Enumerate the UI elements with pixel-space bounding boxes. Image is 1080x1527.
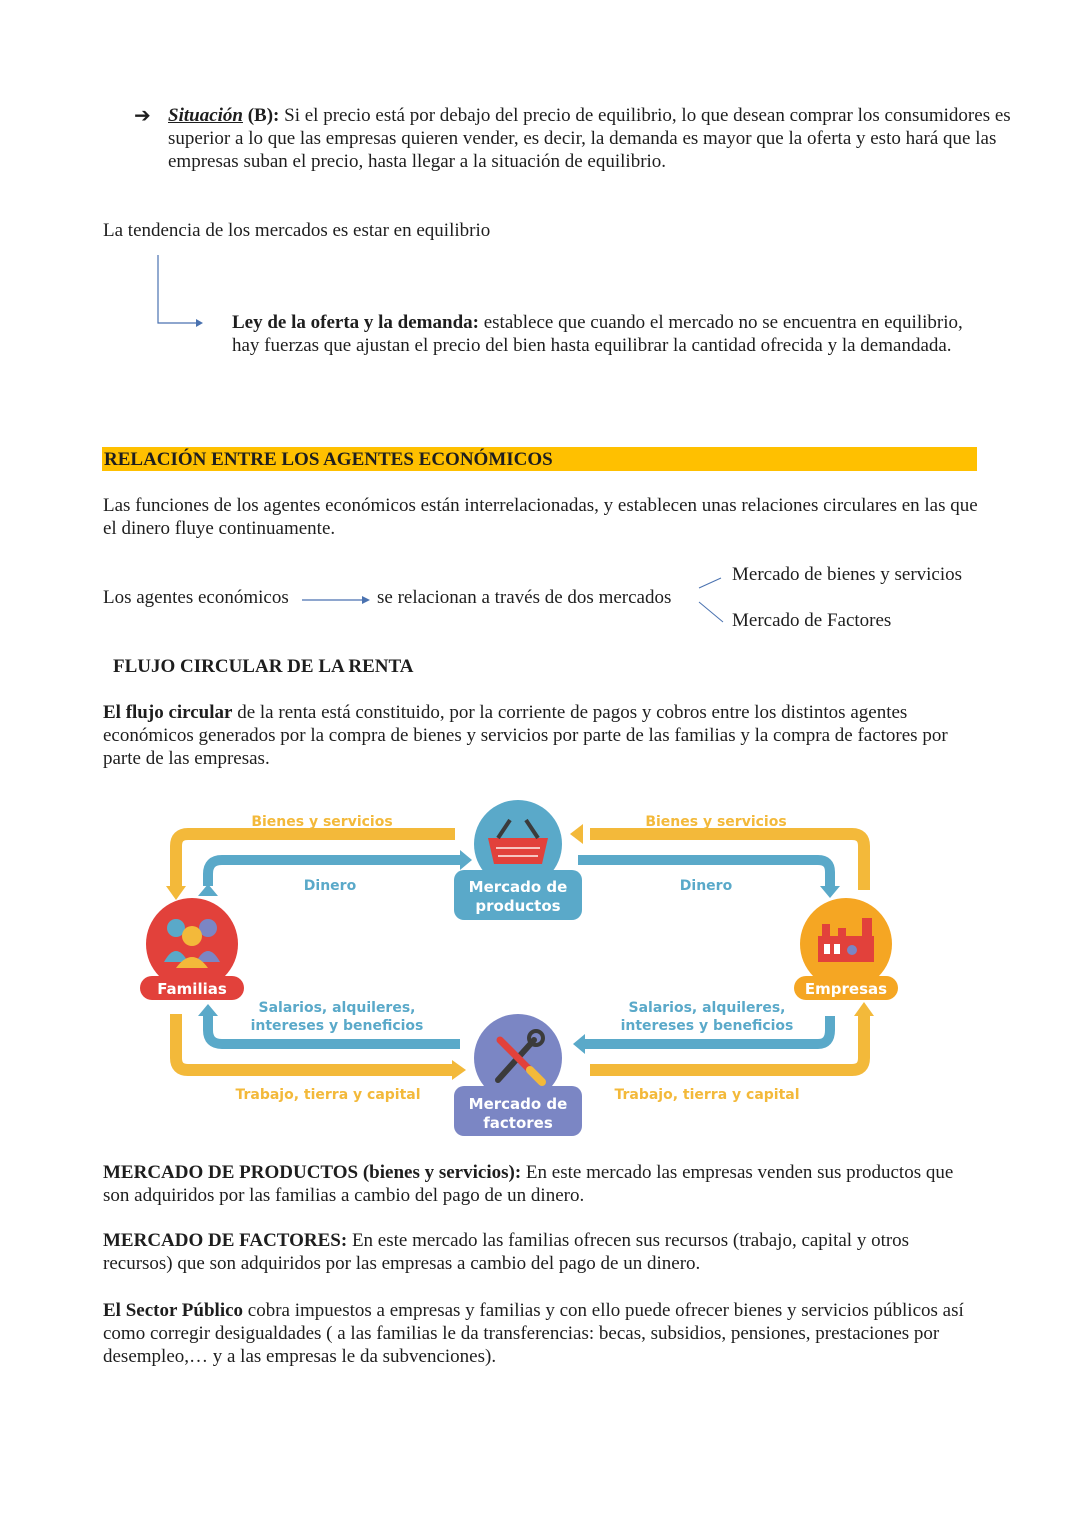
flujo-text: de la renta está constituido, por la corriente de pagos y cobros entre los distintos agentes económicos generados por la compra de bienes y servicios por parte de las familias y la compra de factores por parte de las empresas.: [103, 702, 948, 769]
situacion-paragraph: [168, 104, 1014, 173]
bienes-left-label: Bienes y servicios: [251, 814, 393, 830]
mercado-productos-paragraph: [103, 1161, 983, 1207]
trabajo-left-label: Trabajo, tierra y capital: [235, 1087, 421, 1103]
dinero-left-label: Dinero: [303, 878, 357, 894]
empresas-label: Empresas: [804, 980, 888, 998]
dinero-right-label: Dinero: [679, 878, 733, 894]
salarios-left-line1: Salarios, alquileres,: [258, 1000, 416, 1016]
flujo-lead: El flujo circular: [103, 702, 233, 723]
mercado-factores-line1: Mercado de: [468, 1095, 568, 1113]
funciones-paragraph: Las funciones de los agentes económicos están interrelacionadas, y establecen unas relaciones circulares en las que el dinero fluye continuamente.: [103, 495, 978, 539]
agentes-subject: Los agentes económicos: [103, 587, 289, 608]
agentes-predicate: se relacionan a través de dos mercados: [377, 587, 672, 608]
mercado-factores-paragraph: [103, 1229, 983, 1275]
split-branch-lines: [695, 572, 735, 628]
trabajo-right-label: Trabajo, tierra y capital: [614, 1087, 800, 1103]
ley-text: establece que cuando el mercado no se encuentra en equilibrio, hay fuerzas que ajustan el precio del bien hasta equilibrar la cantidad ofrecida y la demandada.: [232, 312, 963, 356]
section-heading: RELACIÓN ENTRE LOS AGENTES ECONÓMICOS: [102, 447, 977, 471]
flujo-paragraph: [103, 701, 983, 770]
mercado-factores-line2: factores: [483, 1114, 553, 1132]
familias-label: Familias: [157, 980, 227, 998]
mercado-factores-text: En este mercado las familias ofrecen sus recursos (trabajo, capital y otros recursos) que son adquiridos por las empresas a cambio del pago de un dinero.: [103, 1230, 910, 1274]
situacion-code: (B):: [247, 105, 280, 126]
sector-publico-title: El Sector Público: [103, 1300, 244, 1321]
situacion-bullet: [134, 104, 1014, 173]
mercado-productos-title: MERCADO DE PRODUCTOS (bienes y servicios):: [103, 1162, 522, 1183]
market-bienes: Mercado de bienes y servicios: [732, 564, 963, 585]
bienes-right-label: Bienes y servicios: [645, 814, 787, 830]
mercado-productos-text: En este mercado las empresas venden sus productos que son adquiridos por las familias a cambio del pago de un dinero.: [103, 1162, 954, 1206]
right-arrow-icon: [300, 592, 375, 608]
flujo-title: FLUJO CIRCULAR DE LA RENTA: [113, 656, 414, 677]
elbow-connector-arrow: [150, 255, 210, 330]
salarios-right-line1: Salarios, alquileres,: [628, 1000, 786, 1016]
mercado-productos-line1: Mercado de: [468, 878, 568, 896]
mercado-factores-title: MERCADO DE FACTORES:: [103, 1230, 348, 1251]
circular-flow-diagram: [130, 800, 930, 1145]
mercado-productos-line2: productos: [475, 897, 561, 915]
arrow-bullet-icon: ➔: [134, 103, 151, 127]
sector-publico-paragraph: [103, 1299, 983, 1368]
situacion-label: Situación: [168, 105, 243, 126]
ley-paragraph: [232, 311, 992, 357]
salarios-left-line2: intereses y beneficios: [250, 1018, 424, 1034]
ley-title: Ley de la oferta y la demanda:: [232, 312, 479, 333]
situacion-text: Si el precio está por debajo del precio de equilibrio, lo que desean comprar los consumidores es superior a lo que las empresas quieren vender, es decir, la demanda es mayor que la oferta y esto hará que las empresas suban el precio, hasta llegar a la situación de equilibrio.: [168, 105, 1011, 172]
tendencia-text: La tendencia de los mercados es estar en equilibrio: [103, 220, 491, 241]
sector-publico-text: cobra impuestos a empresas y familias y con ello puede ofrecer bienes y servicios públicos así como corregir desigualdades ( a las familias le da transferencias: becas, subsidios, pensiones, prestaciones por desempleo,… y a las empresas le da subvenciones).: [103, 1300, 964, 1367]
salarios-right-line2: intereses y beneficios: [620, 1018, 794, 1034]
market-factores: Mercado de Factores: [732, 610, 892, 631]
